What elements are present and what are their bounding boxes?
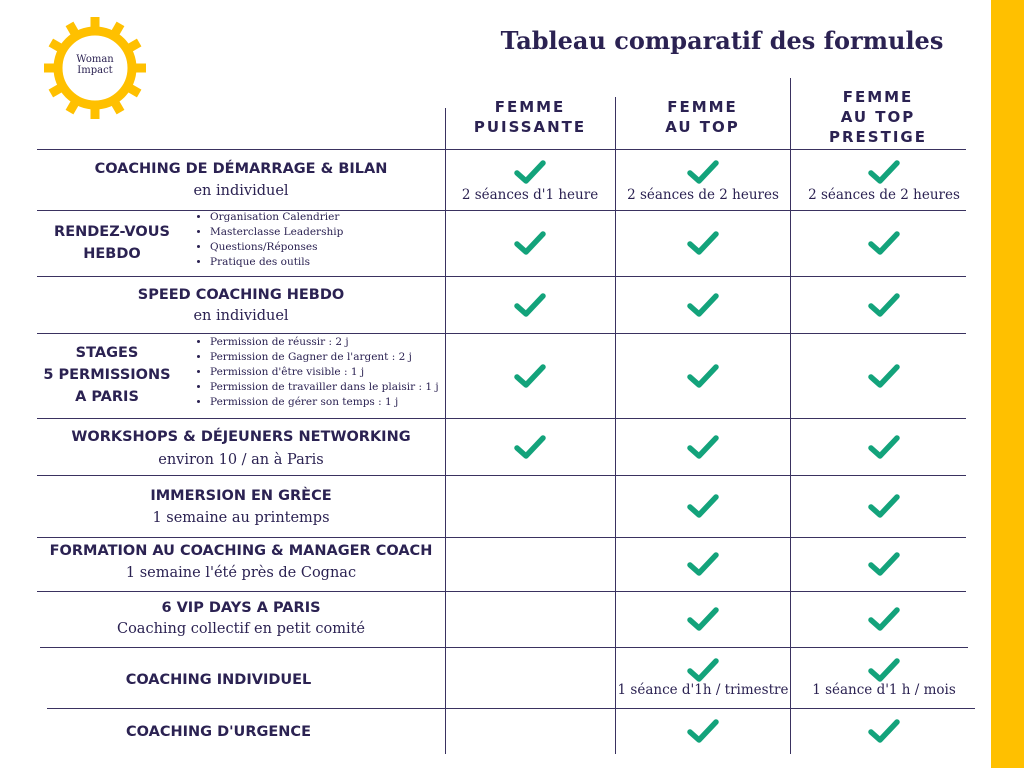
row-divider: [37, 210, 966, 211]
checkmark-icon: [868, 292, 900, 318]
row-divider: [37, 537, 966, 538]
logo-ray: [51, 43, 62, 50]
feature-title: RENDEZ-VOUS HEBDO: [54, 224, 170, 262]
checkmark-icon: [868, 657, 900, 683]
cell-note: 2 séances d'1 heure: [461, 187, 599, 203]
column-divider: [445, 149, 446, 754]
feature-bullet: • Masterclasse Leadership: [210, 225, 343, 240]
feature-title: FORMATION AU COACHING & MANAGER COACH: [49, 543, 433, 559]
checkmark-icon: [868, 159, 900, 185]
logo-ray: [114, 24, 121, 35]
column-header: FEMME AU TOP: [665, 98, 740, 136]
logo-ray: [114, 101, 121, 112]
feature-title: SPEED COACHING HEBDO: [137, 287, 345, 303]
checkmark-icon: [687, 493, 719, 519]
yellow-side-bar: [991, 0, 1024, 768]
checkmark-icon: [687, 434, 719, 460]
checkmark-icon: [868, 363, 900, 389]
logo-text: Woman Impact: [76, 54, 114, 76]
checkmark-icon: [868, 493, 900, 519]
feature-bullet: • Permission de gérer son temps : 1 j: [210, 395, 439, 410]
row-divider: [47, 708, 975, 709]
checkmark-icon: [514, 363, 546, 389]
checkmark-icon: [687, 363, 719, 389]
logo-ray: [128, 87, 139, 94]
row-divider: [37, 418, 966, 419]
logo-ray: [70, 24, 77, 35]
cell-note: 1 séance d'1 h / mois: [812, 682, 956, 698]
checkmark-icon: [868, 230, 900, 256]
checkmark-icon: [687, 551, 719, 577]
checkmark-icon: [868, 434, 900, 460]
feature-title: COACHING D'URGENCE: [126, 724, 311, 740]
feature-subtitle: 1 semaine l'été près de Cognac: [125, 565, 357, 581]
row-divider: [37, 475, 966, 476]
checkmark-icon: [687, 230, 719, 256]
feature-title: IMMERSION EN GRÈCE: [150, 488, 332, 504]
page-title: Tableau comparatif des formules: [500, 26, 944, 55]
column-header: FEMME AU TOP PRESTIGE: [829, 88, 927, 146]
column-divider: [790, 149, 791, 754]
cell-note: 1 séance d'1h / trimestre: [617, 682, 789, 698]
feature-title: COACHING DE DÉMARRAGE & BILAN: [94, 161, 388, 177]
feature-bullet: • Questions/Réponses: [210, 240, 343, 255]
checkmark-icon: [687, 718, 719, 744]
checkmark-icon: [514, 292, 546, 318]
row-divider: [37, 591, 966, 592]
row-divider: [37, 149, 966, 150]
feature-bullet-list: [196, 210, 343, 270]
feature-title: COACHING INDIVIDUEL: [125, 672, 312, 688]
row-divider: [37, 276, 966, 277]
feature-bullet: • Permission de Gagner de l'argent : 2 j: [210, 350, 439, 365]
feature-bullet: • Pratique des outils: [210, 255, 343, 270]
checkmark-icon: [687, 292, 719, 318]
checkmark-icon: [687, 606, 719, 632]
logo-ray: [51, 87, 62, 94]
feature-subtitle: en individuel: [193, 308, 289, 324]
feature-subtitle: environ 10 / an à Paris: [158, 452, 324, 468]
feature-subtitle: Coaching collectif en petit comité: [116, 621, 365, 637]
feature-bullet: • Permission de travailler dans le plaisir : 1 j: [210, 380, 439, 395]
woman-impact-logo: [43, 16, 147, 120]
checkmark-icon: [868, 551, 900, 577]
row-divider: [40, 647, 968, 648]
feature-title: 6 VIP DAYS A PARIS: [161, 600, 321, 616]
checkmark-icon: [687, 657, 719, 683]
cell-note: 2 séances de 2 heures: [808, 187, 960, 203]
column-divider: [615, 149, 616, 754]
checkmark-icon: [687, 159, 719, 185]
feature-bullet: • Organisation Calendrier: [210, 210, 343, 225]
cell-note: 2 séances de 2 heures: [627, 187, 779, 203]
feature-subtitle: 1 semaine au printemps: [152, 510, 330, 526]
column-header: FEMME PUISSANTE: [473, 98, 587, 136]
feature-subtitle: en individuel: [193, 183, 289, 199]
feature-title: STAGES 5 PERMISSIONS A PARIS: [43, 345, 171, 405]
feature-bullet: • Permission d'être visible : 1 j: [210, 365, 439, 380]
feature-bullet: • Permission de réussir : 2 j: [210, 335, 439, 350]
checkmark-icon: [514, 230, 546, 256]
logo-ray: [70, 101, 77, 112]
checkmark-icon: [868, 606, 900, 632]
logo-ray: [128, 43, 139, 50]
checkmark-icon: [514, 434, 546, 460]
feature-bullet-list: [196, 335, 439, 410]
checkmark-icon: [514, 159, 546, 185]
checkmark-icon: [868, 718, 900, 744]
row-divider: [37, 333, 966, 334]
feature-title: WORKSHOPS & DÉJEUNERS NETWORKING: [71, 429, 411, 445]
